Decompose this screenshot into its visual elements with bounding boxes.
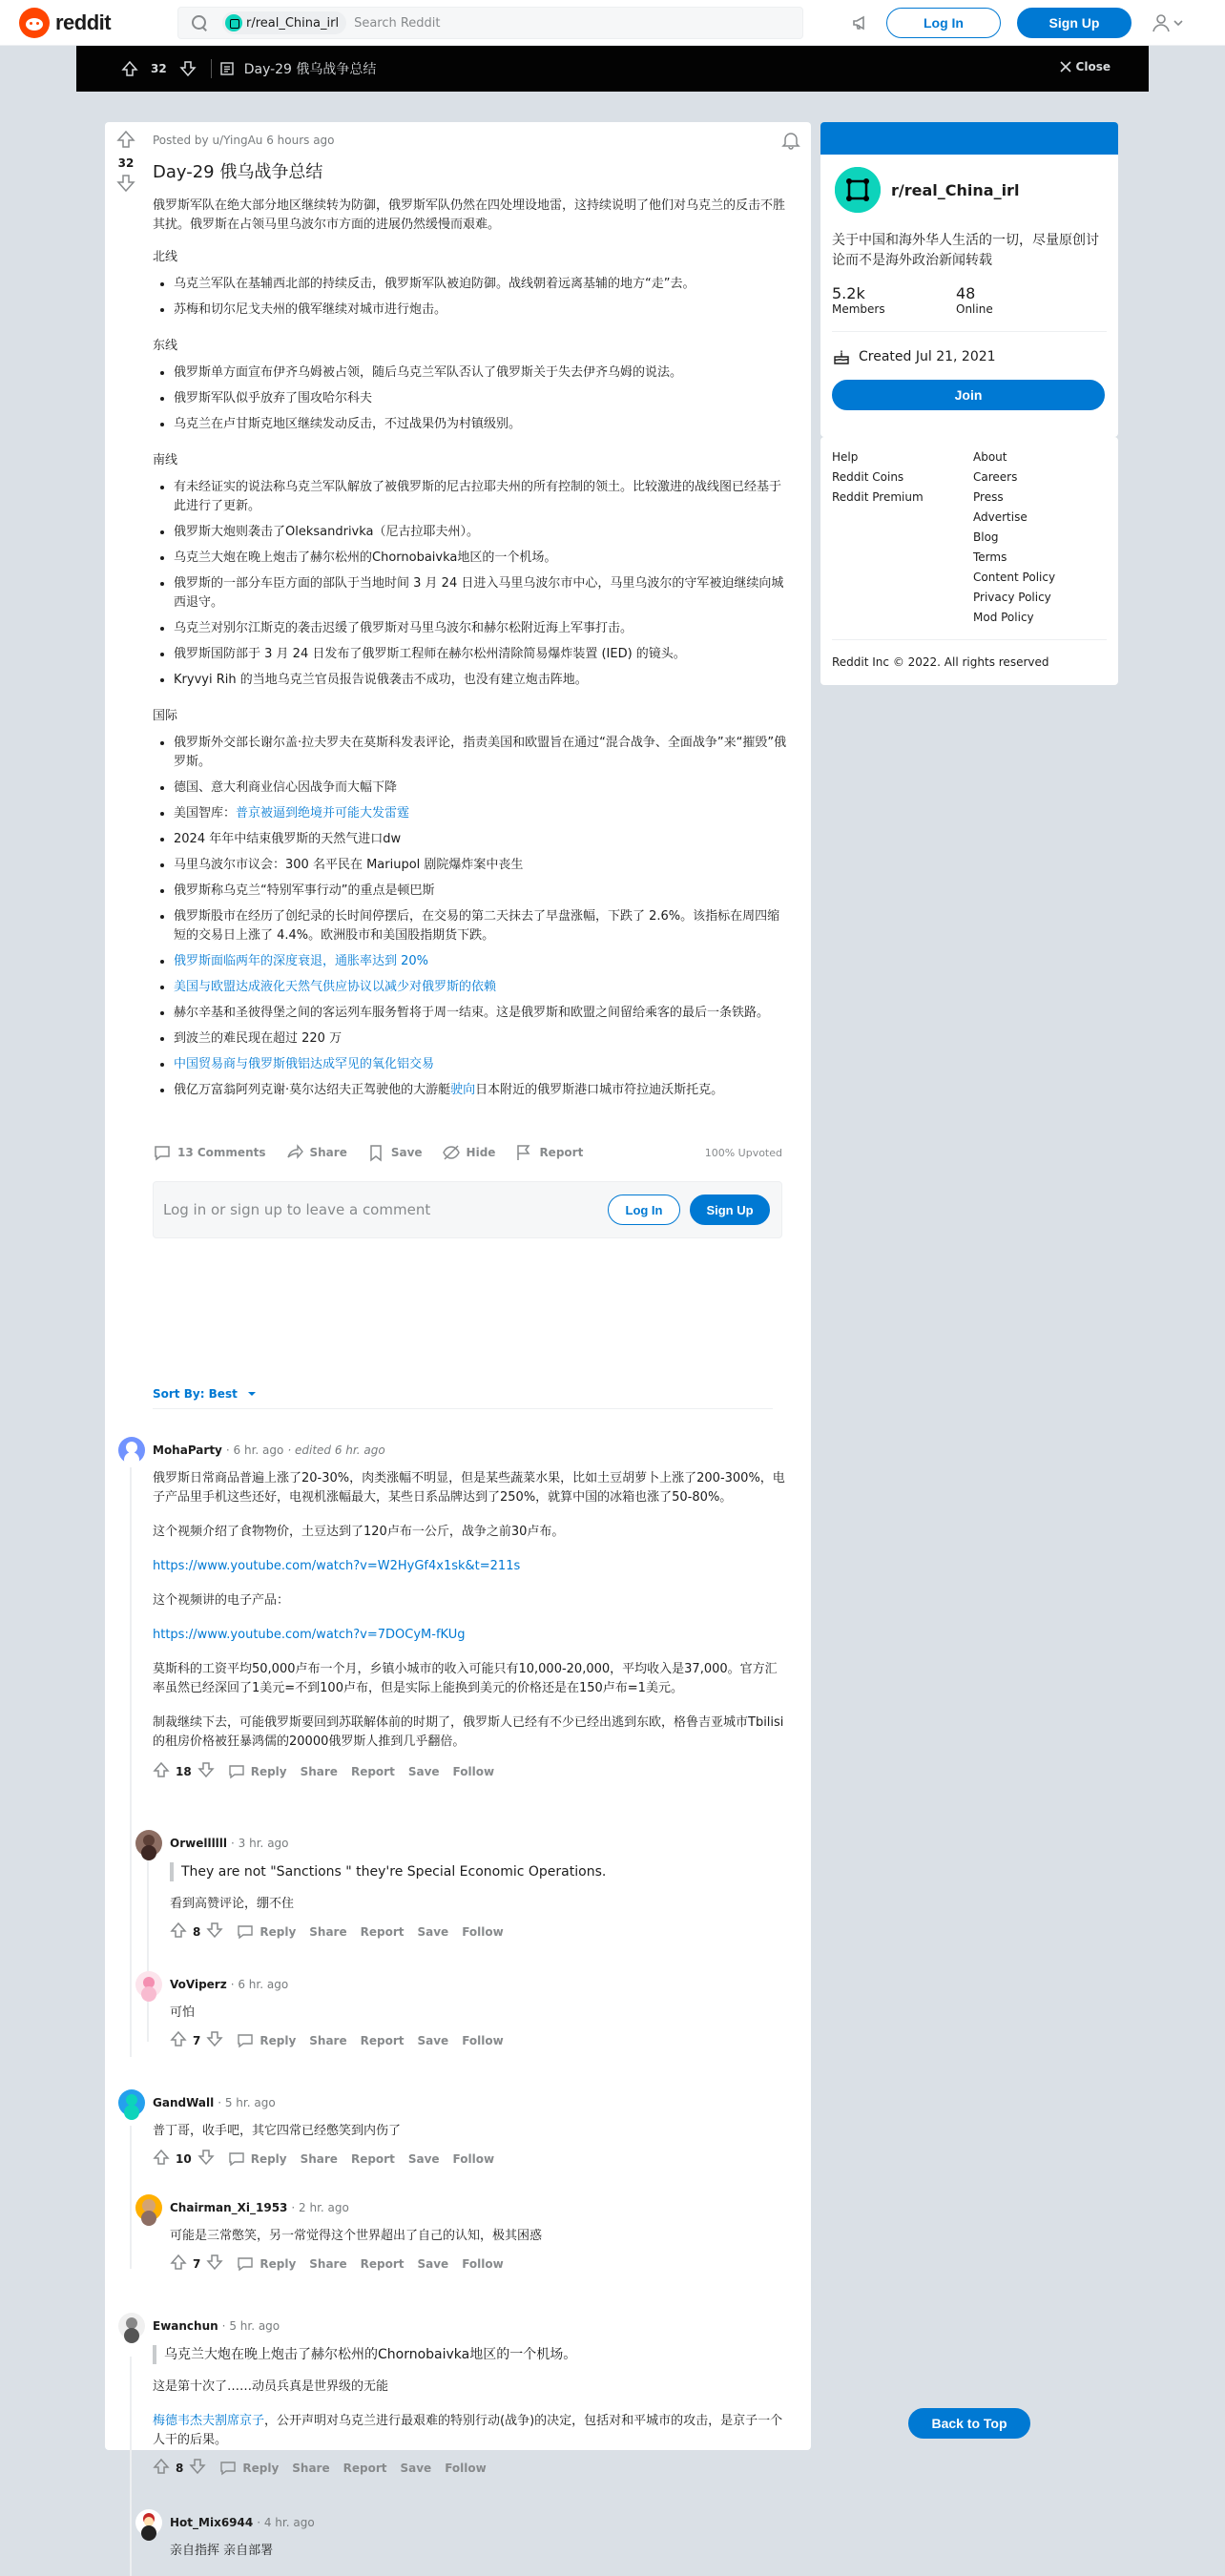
comment-actions [170, 2254, 784, 2274]
section-heading: 北线 [153, 250, 178, 264]
comment-vote-count: 8 [193, 1924, 201, 1939]
comment [135, 2509, 784, 2576]
comment-time: · 4 hr. ago [257, 2516, 315, 2529]
comment-username[interactable]: Chairman_Xi_1953 [170, 2201, 288, 2214]
avatar[interactable] [135, 1971, 162, 1998]
comment-username[interactable]: VoViperz [170, 1978, 227, 1991]
text-post-icon [219, 61, 235, 76]
comment-body [170, 2542, 784, 2561]
upvote-icon[interactable] [153, 1761, 170, 1781]
community-name[interactable]: r/real_China_irl [891, 180, 1020, 199]
comment-body [170, 2227, 784, 2246]
comment [118, 2313, 786, 2478]
list-item: • Kryvyi Rih 的当地乌克兰官员报告说俄袭击不成功，也没有建立炮击阵地。 [174, 671, 792, 690]
comment-body [170, 2004, 784, 2023]
close-icon [1059, 60, 1072, 73]
post-body [153, 130, 792, 1117]
save-button[interactable]: Save [417, 2033, 449, 2047]
share-button[interactable] [285, 1143, 347, 1162]
upvote-ratio: 100% Upvoted [704, 1146, 782, 1159]
comment-header [135, 2509, 784, 2536]
footer-link[interactable]: Content Policy [973, 571, 1056, 584]
footer-link[interactable]: Press [973, 490, 1004, 504]
footer-link[interactable]: Careers [973, 470, 1018, 484]
chevron-down-icon [1172, 16, 1185, 30]
members-stat [832, 284, 956, 316]
comments-button[interactable] [153, 1143, 266, 1162]
youtube-link[interactable]: https://www.youtube.com/watch?v=7DOCyM-fKUg [153, 1628, 466, 1642]
list-item: • 美国智库：普京被逼到绝境并可能大发雷霆 [174, 804, 792, 823]
search-input[interactable] [177, 7, 803, 39]
reddit-logo[interactable] [19, 8, 111, 38]
comment-body [153, 2345, 786, 2450]
section-list [174, 364, 792, 434]
youtube-link[interactable]: https://www.youtube.com/watch?v=W2HyGf4x1sk&t=211s [153, 1559, 521, 1573]
comment [135, 2194, 784, 2274]
footer-link[interactable]: Help [832, 450, 859, 464]
report-button[interactable] [514, 1143, 583, 1162]
avatar[interactable] [135, 1830, 162, 1857]
reply-button[interactable]: Reply [237, 1923, 296, 1941]
save-label: Save [390, 1146, 423, 1159]
save-button[interactable]: Save [417, 1924, 449, 1939]
join-button[interactable]: Join [832, 380, 1105, 410]
hide-button[interactable] [442, 1143, 496, 1162]
comment-edited: · edited 6 hr. ago [287, 1444, 385, 1457]
avatar[interactable] [118, 2089, 145, 2116]
section-heading: 南线 [153, 453, 178, 467]
online-label: Online [956, 302, 993, 316]
reply-icon [219, 2460, 237, 2477]
divider [211, 59, 212, 78]
flag-icon [514, 1143, 533, 1162]
save-button[interactable]: Save [407, 1764, 440, 1778]
comment-username[interactable]: Orwellllll [170, 1837, 228, 1850]
article-link[interactable]: 俄罗斯面临两年的深度衰退，通胀率达到 20% [174, 954, 429, 968]
list-item: • 俄罗斯称乌克兰“特别军事行动”的重点是顿巴斯 [174, 882, 792, 901]
community-icon[interactable] [832, 164, 883, 216]
list-item: • 有未经证实的说法称乌克兰军队解放了被俄罗斯的尼古拉耶夫州的所有控制的领土。比较激进的战线图已经基于此进行了更新。 [174, 478, 792, 516]
list-item: • 乌克兰对别尔江斯克的袭击迟缓了俄罗斯对马里乌波尔和赫尔松附近海上军事打击。 [174, 619, 792, 638]
downvote-icon[interactable] [206, 2030, 223, 2050]
community-stats [832, 284, 1107, 316]
share-button[interactable]: Share [309, 2033, 347, 2047]
comment-header [135, 1971, 784, 1998]
comment [118, 2089, 786, 2169]
comment-time: · 3 hr. ago [231, 1837, 289, 1850]
advertise-megaphone-button[interactable] [847, 10, 874, 36]
reply-icon [237, 2032, 254, 2049]
user-icon [1151, 12, 1172, 33]
top-header [0, 0, 1225, 46]
close-label: Close [1075, 60, 1111, 73]
reply-button[interactable]: Reply [219, 2460, 279, 2477]
follow-button[interactable]: Follow [445, 2461, 487, 2475]
article-link[interactable]: 普京被逼到绝境并可能大发雷霆 [236, 806, 410, 821]
comment [135, 1971, 784, 2050]
reply-button[interactable]: Reply [228, 1763, 287, 1780]
megaphone-icon [851, 13, 870, 32]
list-item: • 2024 年年中结束俄罗斯的天然气进口dw [174, 830, 792, 849]
footer-link[interactable]: Reddit Premium [832, 490, 924, 504]
reply-icon [237, 1923, 254, 1941]
downvote-icon[interactable] [197, 2149, 215, 2169]
sort-dropdown[interactable] [153, 1387, 259, 1401]
list-item: • 乌克兰军队在基辅西北部的持续反击，俄罗斯军队被迫防御。战线朝着远离基辅的地方“走”去。 [174, 275, 792, 294]
comments-label: 13 Comments [177, 1146, 266, 1159]
close-button[interactable] [1059, 60, 1111, 73]
header-signup-button[interactable]: Sign Up [1017, 8, 1132, 38]
article-link[interactable]: 美国与欧盟达成液化天然气供应协议以减少对俄罗斯的依赖 [174, 980, 497, 994]
copyright: Reddit Inc © 2022. All rights reserved [832, 655, 1049, 669]
comment-actions [170, 1922, 784, 1942]
comment-header [135, 2194, 784, 2221]
list-item: • 乌克兰大炮在晚上炮击了赫尔松州的Chornobaivka地区的一个机场。 [174, 549, 792, 568]
divider [832, 639, 1107, 640]
back-to-top-button[interactable]: Back to Top [908, 2408, 1030, 2439]
upvote-icon[interactable] [170, 1922, 187, 1942]
share-button[interactable]: Share [309, 1924, 347, 1939]
created-label: Created Jul 21, 2021 [859, 349, 996, 364]
spacer [832, 571, 973, 584]
hide-label: Hide [466, 1146, 496, 1159]
comment-username[interactable]: GandWall [153, 2096, 215, 2109]
share-button[interactable]: Share [300, 1764, 338, 1778]
post-bar-title: Day-29 俄乌战争总结 [243, 62, 377, 77]
list-item: • 乌克兰在卢甘斯克地区继续发动反击，不过战果仍为村镇级别。 [174, 415, 792, 434]
upvote-icon[interactable] [170, 2254, 187, 2274]
save-button[interactable]: Save [417, 2256, 449, 2271]
report-button[interactable]: Report [343, 2461, 387, 2475]
comment-link[interactable]: 梅德韦杰夫割席京子 [153, 2414, 265, 2428]
post-card [105, 122, 811, 2558]
online-stat [956, 284, 1080, 316]
members-label: Members [832, 302, 885, 316]
list-item: • 德国、意大利商业信心因战争而大幅下降 [174, 779, 792, 798]
post-actions [153, 1143, 782, 1162]
footer-link[interactable]: Mod Policy [973, 611, 1034, 624]
list-item [174, 978, 792, 997]
footer-links [832, 450, 1107, 624]
members-count: 5.2k [832, 284, 865, 302]
comment-header [118, 2313, 786, 2339]
report-button[interactable]: Report [350, 2151, 395, 2166]
post-meta: Posted by u/YingAu 6 hours ago [153, 134, 335, 147]
community-avatar-icon [225, 14, 242, 31]
comment-paragraph: 制裁继续下去，可能俄罗斯要回到苏联解体前的时期了，俄罗斯人已经有不少已经出逃到东欧，格鲁吉亚城市Tbilisi的租房价格被狂暴鸿儒的20000俄罗斯人推到几乎翻倍。 [153, 1715, 784, 1749]
comment-login-box [153, 1181, 782, 1238]
logo-text: reddit [55, 10, 112, 34]
footer-links-card [820, 437, 1118, 685]
upvote-icon[interactable] [118, 57, 141, 80]
downvote-icon[interactable] [176, 57, 199, 80]
list-item: • 俄罗斯的一部分车臣方面的部队于当地时间 3 月 24 日进入马里乌波尔市中心，马里乌波尔的守军被迫继续向城西退守。 [174, 574, 792, 613]
comment-username[interactable]: MohaParty [153, 1444, 222, 1457]
spacer [832, 551, 973, 564]
comment-actions [153, 2458, 786, 2478]
downvote-icon[interactable] [116, 174, 135, 197]
save-button[interactable]: Save [407, 2151, 440, 2166]
post-content [153, 197, 792, 1100]
comment-username[interactable]: Ewanchun [153, 2319, 218, 2333]
comment-quote: 乌克兰大炮在晚上炮击了赫尔松州的Chornobaivka地区的一个机场。 [153, 2345, 786, 2364]
post-bar-vote-count: 32 [151, 62, 167, 75]
reply-button[interactable]: Reply [237, 2032, 296, 2049]
list-item: • 马里乌波尔市议会：300 名平民在 Mariupol 剧院爆炸案中丧生 [174, 856, 792, 875]
list-item: • 到波兰的难民现在超过 220 万 [174, 1029, 792, 1049]
report-button[interactable]: Report [350, 1764, 395, 1778]
upvote-icon[interactable] [153, 2149, 170, 2169]
footer-link[interactable]: About [973, 450, 1007, 464]
comment-time: · 5 hr. ago [221, 2319, 280, 2333]
comment-paragraph: 普丁哥，收手吧，其它四常已经憋笑到内伤了 [153, 2124, 402, 2138]
comment [118, 1437, 786, 1781]
search-chip-label: r/real_China_irl [246, 15, 340, 31]
hide-eye-icon [442, 1143, 461, 1162]
list-item: • 俄罗斯大炮则袭击了Oleksandrivka（尼古拉耶夫州）。 [174, 523, 792, 542]
comment-login-button[interactable]: Log In [608, 1195, 680, 1225]
sort-label: Sort By: Best [153, 1387, 238, 1401]
header-login-button[interactable]: Log In [886, 8, 1001, 38]
reddit-snoo-icon [19, 8, 50, 38]
comment-paragraph: 这是第十次了……动员兵真是世界级的无能 [153, 2379, 389, 2394]
spacer [832, 530, 973, 544]
footer-link[interactable]: Advertise [973, 510, 1028, 524]
spacer [832, 611, 973, 624]
divider [153, 1408, 773, 1409]
section-list [174, 734, 792, 1100]
comment-header [135, 1830, 784, 1857]
downvote-icon[interactable] [206, 1922, 223, 1942]
community-info [832, 164, 1107, 216]
comment-body [153, 2122, 786, 2141]
save-button[interactable] [366, 1143, 423, 1162]
report-button[interactable]: Report [360, 1924, 405, 1939]
share-button[interactable]: Share [309, 2256, 347, 2271]
comment [135, 1830, 784, 1942]
list-item: • 苏梅和切尔尼戈夫州的俄军继续对城市进行炮击。 [174, 301, 792, 320]
downvote-icon[interactable] [189, 2458, 206, 2478]
reply-icon [228, 1763, 245, 1780]
post-sections [153, 248, 792, 1100]
list-item: • 俄亿万富翁阿列克谢·莫尔达绍夫正驾驶他的大游艇驶向日本附近的俄罗斯港口城市符拉迪沃斯托克。 [174, 1081, 792, 1100]
comment-body [170, 1862, 784, 1914]
list-item: • 俄罗斯军队似乎放弃了围攻哈尔科夫 [174, 389, 792, 408]
comment-vote-count: 7 [193, 2256, 201, 2271]
article-link[interactable]: 中国贸易商与俄罗斯俄铝达成罕见的氧化铝交易 [174, 1057, 435, 1071]
comment-icon [153, 1143, 172, 1162]
comment-actions [153, 1761, 786, 1781]
avatar[interactable] [135, 2509, 162, 2536]
post-vote-count: 32 [117, 156, 135, 170]
comment-paragraph: 梅德韦杰夫割席京子，公开声明对乌克兰进行最艰难的特别行动(战争)的决定，包括对和平城市的攻击，是京子一个人干的后果。 [153, 2414, 783, 2447]
follow-button[interactable]: Follow [462, 1924, 504, 1939]
cake-icon [832, 347, 851, 366]
downvote-icon[interactable] [206, 2254, 223, 2274]
search-icon [192, 15, 207, 31]
community-description: 关于中国和海外华人生活的一切，尽量原创讨论而不是海外政治新闻转载 [832, 233, 1099, 268]
comment-time: · 6 hr. ago [225, 1444, 284, 1457]
community-card [820, 122, 1118, 437]
comment-time: · 2 hr. ago [291, 2201, 349, 2214]
user-menu-dropdown[interactable] [1151, 11, 1193, 34]
comment-vote-count: 18 [176, 1764, 192, 1778]
post-vote-column [114, 130, 137, 197]
downvote-icon[interactable] [197, 1761, 215, 1781]
post-overlay-bar [76, 46, 1149, 92]
comment-vote-count: 7 [193, 2033, 201, 2047]
footer-link[interactable]: Terms [973, 551, 1007, 564]
comment-time: · 5 hr. ago [218, 2096, 276, 2109]
share-button[interactable]: Share [300, 2151, 338, 2166]
spacer [832, 510, 973, 524]
footer-link[interactable]: Blog [973, 530, 999, 544]
section-list [174, 275, 792, 320]
section-list [174, 478, 792, 690]
list-item: • 俄罗斯单方面宣布伊齐乌姆被占领，随后乌克兰军队否认了俄罗斯关于失去伊齐乌姆的说法。 [174, 364, 792, 383]
list-item: • 俄罗斯外交部长谢尔盖·拉夫罗夫在莫斯科发表评论，指责美国和欧盟旨在通过“混合战争、全面战争”来“摧毁”俄罗斯。 [174, 734, 792, 772]
share-icon [285, 1143, 304, 1162]
list-item: • 俄罗斯股市在经历了创纪录的长时间停摆后，在交易的第二天抹去了早盘涨幅，下跌了 2.6%。该指标在周四缩短的交易日上涨了 4.4%。欧洲股市和美国股指期货下跌。 [174, 907, 792, 945]
comment-signup-button[interactable]: Sign Up [690, 1195, 770, 1225]
upvote-icon[interactable] [153, 2458, 170, 2478]
reply-button[interactable]: Reply [228, 2150, 287, 2168]
search-community-chip[interactable] [222, 11, 346, 34]
comment-paragraph: 亲自指挥 亲自部署 [170, 2544, 274, 2558]
share-label: Share [309, 1146, 347, 1159]
follow-button[interactable]: Follow [452, 2151, 495, 2166]
comment-body [153, 1469, 786, 1752]
list-item: • 俄罗斯国防部于 3 月 24 日发布了俄罗斯工程师在赫尔松州清除简易爆炸装置 (IED) 的镜头。 [174, 645, 792, 664]
save-button[interactable]: Save [400, 2461, 432, 2475]
bookmark-icon [366, 1143, 385, 1162]
community-banner [820, 122, 1118, 155]
reply-icon [228, 2150, 245, 2168]
upvote-icon[interactable] [170, 2030, 187, 2050]
comment-paragraph: 莫斯科的工资平均50,000卢布一个月，乡镇小城市的收入可能只有10,000-20,000，平均收入是37,000。官方汇率虽然已经深回了1美元=不到100卢布，但是实际上能换到美元的价格还是在150卢布=1美元。 [153, 1662, 778, 1695]
spacer [832, 591, 973, 604]
comment-paragraph: 这个视频讲的电子产品： [153, 1593, 290, 1608]
comment-paragraph: 这个视频介绍了食物物价，土豆达到了120卢布一公斤，战争之前30卢布。 [153, 1525, 565, 1539]
post-intro: 俄罗斯军队在绝大部分地区继续转为防御，俄罗斯军队仍然在四处埋设地雷，这持续说明了他们对乌克兰的反击不胜其扰。俄罗斯在占领马里乌波尔市方面的进展仍然缓慢而艰难。 [153, 198, 786, 232]
follow-button[interactable]: Follow [452, 1764, 495, 1778]
section-heading: 东线 [153, 339, 178, 353]
search-placeholder: Search Reddit [354, 15, 441, 31]
report-button[interactable]: Report [360, 2256, 405, 2271]
post-title: Day-29 俄乌战争总结 [153, 162, 323, 182]
list-item [174, 1055, 792, 1074]
avatar[interactable] [118, 1437, 145, 1464]
comment-paragraph: 看到高赞评论，绷不住 [170, 1897, 295, 1911]
created-date [832, 347, 1107, 366]
follow-button[interactable]: Follow [462, 2033, 504, 2047]
comment-quote: They are not "Sanctions " they're Special Economic Operations. [170, 1862, 784, 1881]
avatar[interactable] [118, 2313, 145, 2339]
comment-header [118, 1437, 786, 1464]
footer-link[interactable]: Reddit Coins [832, 470, 904, 484]
reply-icon [237, 2255, 254, 2273]
online-count: 48 [956, 284, 976, 302]
article-link[interactable]: 驶向 [450, 1083, 476, 1097]
comment-actions [170, 2030, 784, 2050]
report-label: Report [539, 1146, 584, 1159]
caret-down-icon [245, 1389, 259, 1399]
comment-paragraph: 可能是三常憋笑，另一常觉得这个世界超出了自己的认知，极其困惑 [170, 2229, 543, 2243]
comment-vote-count: 8 [176, 2461, 184, 2475]
report-button[interactable]: Report [360, 2033, 405, 2047]
comment-username[interactable]: Hot_Mix6944 [170, 2516, 254, 2529]
comment-time: · 6 hr. ago [230, 1978, 289, 1991]
reply-button[interactable]: Reply [237, 2255, 296, 2273]
comment-paragraph: 俄罗斯日常商品普遍上涨了20-30%，肉类涨幅不明显，但是某些蔬菜水果，比如土豆胡萝卜上涨了200-300%，电子产品里手机这些还好，电视机涨幅最大，某些日系品牌达到了250%，就算中国的冰箱也涨了50-80%。 [153, 1471, 785, 1505]
list-item [174, 952, 792, 971]
footer-link[interactable]: Privacy Policy [973, 591, 1051, 604]
comment-prompt: Log in or sign up to leave a comment [163, 1201, 431, 1218]
comment-paragraph: 可怕 [170, 2005, 196, 2020]
share-button[interactable]: Share [292, 2461, 330, 2475]
avatar[interactable] [135, 2194, 162, 2221]
comment-vote-count: 10 [176, 2151, 192, 2166]
divider [832, 331, 1107, 332]
upvote-icon[interactable] [116, 130, 135, 153]
list-item: • 赫尔辛基和圣彼得堡之间的客运列车服务暂将于周一结束。这是俄罗斯和欧盟之间留给乘客的最后一条铁路。 [174, 1004, 792, 1023]
comment-actions [153, 2149, 786, 2169]
follow-button[interactable]: Follow [462, 2256, 504, 2271]
post-bar-vote [118, 57, 199, 80]
comment-header [118, 2089, 786, 2116]
section-heading: 国际 [153, 709, 178, 723]
